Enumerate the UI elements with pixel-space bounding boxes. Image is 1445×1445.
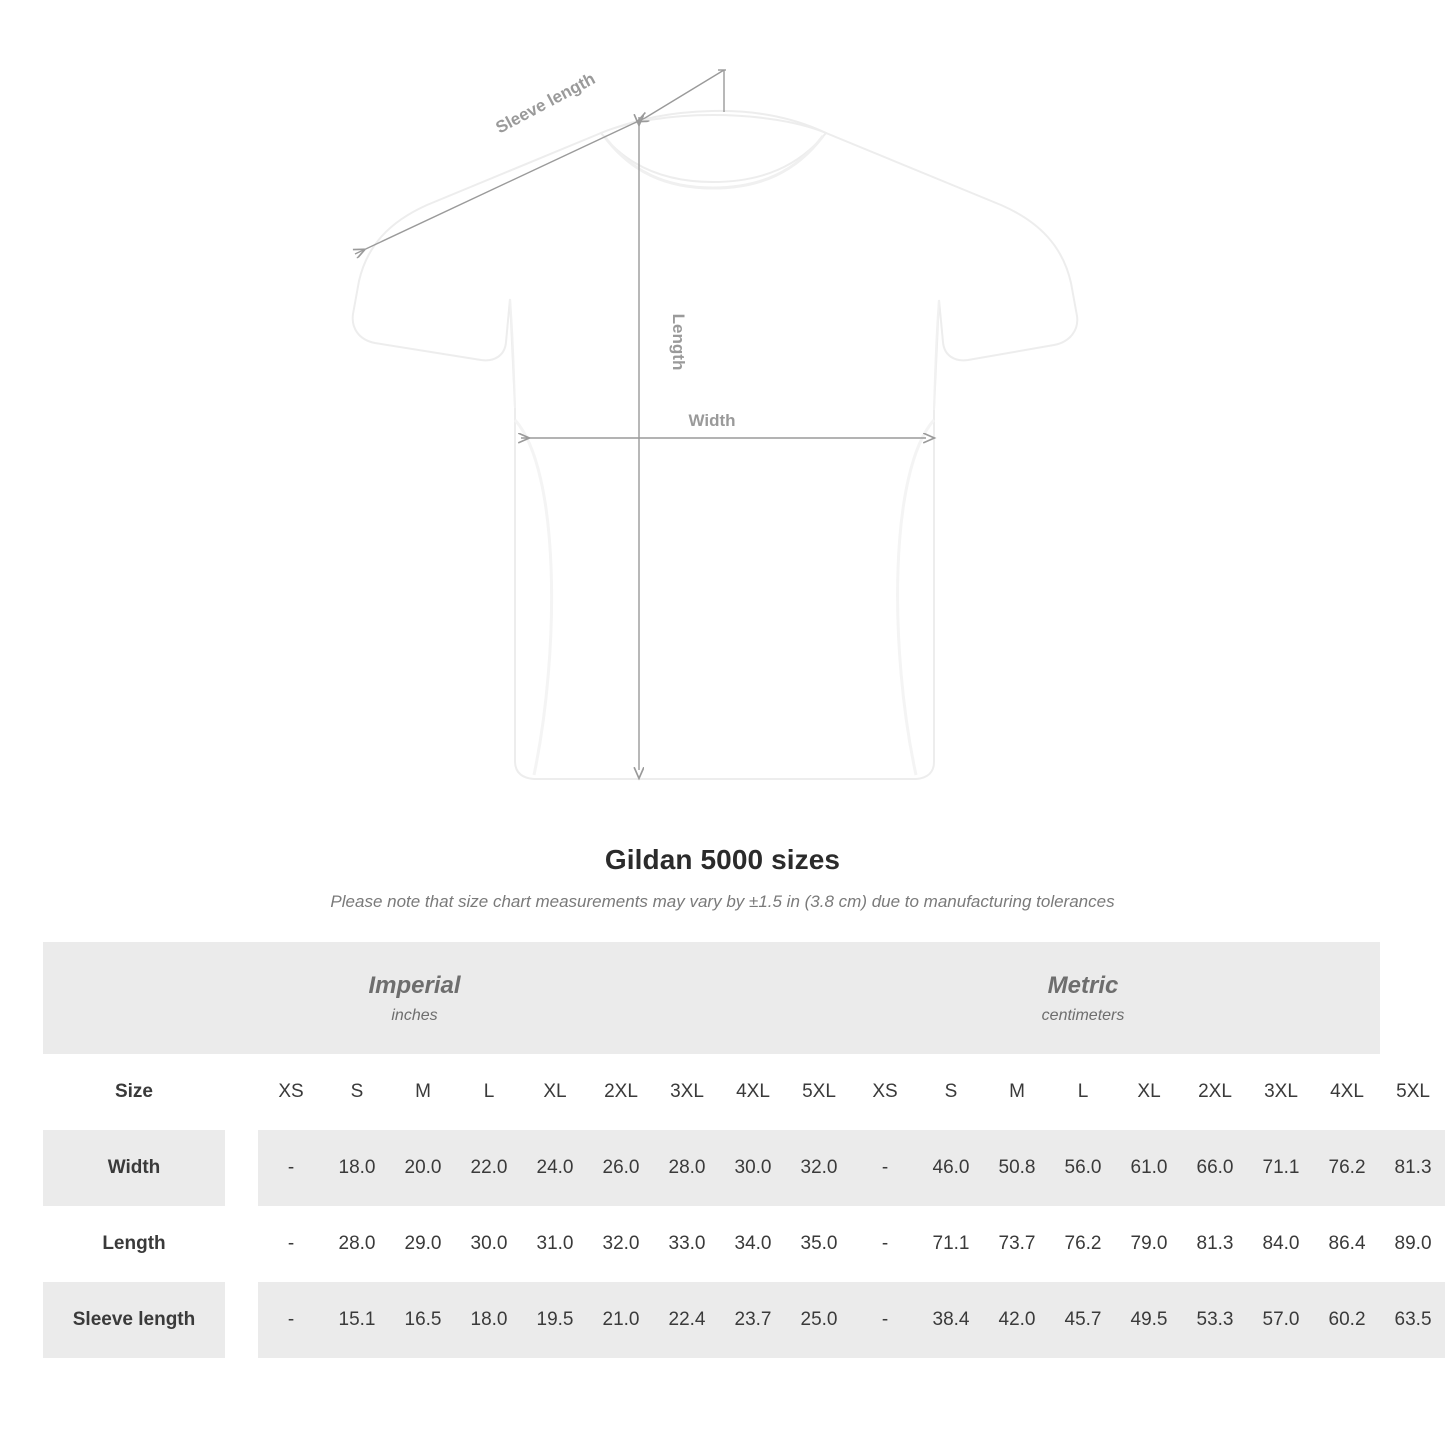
cell: - <box>258 1282 324 1358</box>
cell: 57.0 <box>1248 1282 1314 1358</box>
column-spacer <box>225 1054 258 1130</box>
size-header-metric-s: S <box>918 1054 984 1130</box>
size-header-metric-2xl: 2XL <box>1182 1054 1248 1130</box>
cell: 23.7 <box>720 1282 786 1358</box>
cell: 20.0 <box>390 1130 456 1206</box>
cell: 22.4 <box>654 1282 720 1358</box>
size-header-metric-xs: XS <box>852 1054 918 1130</box>
cell: 31.0 <box>522 1206 588 1282</box>
cell: 16.5 <box>390 1282 456 1358</box>
size-table-wrap <box>43 942 1432 1358</box>
table-header-row <box>43 1054 1445 1130</box>
cell: 71.1 <box>918 1206 984 1282</box>
size-header-metric-l: L <box>1050 1054 1116 1130</box>
size-table <box>43 942 1445 1358</box>
cell: 86.4 <box>1314 1206 1380 1282</box>
size-header-metric-xl: XL <box>1116 1054 1182 1130</box>
unit-group-imperial-name: Imperial <box>368 972 461 999</box>
size-header-imperial-xs: XS <box>258 1054 324 1130</box>
size-header-metric-5xl: 5XL <box>1380 1054 1445 1130</box>
cell: 35.0 <box>786 1206 852 1282</box>
cell: 66.0 <box>1182 1130 1248 1206</box>
unit-header-row <box>43 942 1445 1054</box>
column-spacer <box>225 1282 258 1358</box>
size-header-metric-4xl: 4XL <box>1314 1054 1380 1130</box>
unit-group-metric-sub: centimeters <box>1041 1007 1125 1024</box>
row-label-width: Width <box>43 1130 225 1206</box>
cell: - <box>258 1206 324 1282</box>
cell: 30.0 <box>456 1206 522 1282</box>
unit-group-metric <box>786 942 1380 1054</box>
cell: 76.2 <box>1314 1130 1380 1206</box>
row-label-length: Length <box>43 1206 225 1282</box>
size-header-metric-m: M <box>984 1054 1050 1130</box>
cell: 73.7 <box>984 1206 1050 1282</box>
cell: - <box>258 1130 324 1206</box>
cell: 34.0 <box>720 1206 786 1282</box>
cell: 26.0 <box>588 1130 654 1206</box>
tolerance-note: Please note that size chart measurements may vary by ±1.5 in (3.8 cm) due to manufacturing tolerances <box>330 892 1115 911</box>
column-spacer <box>225 1130 258 1206</box>
title-block <box>0 844 1445 912</box>
row-label-sleeve-length: Sleeve length <box>43 1282 225 1358</box>
cell: 60.2 <box>1314 1282 1380 1358</box>
cell: 21.0 <box>588 1282 654 1358</box>
cell: 84.0 <box>1248 1206 1314 1282</box>
cell: 22.0 <box>456 1130 522 1206</box>
cell: 89.0 <box>1380 1206 1445 1282</box>
table-row <box>43 1206 1445 1282</box>
cell: 33.0 <box>654 1206 720 1282</box>
cell: 81.3 <box>1380 1130 1445 1206</box>
unit-group-imperial <box>43 942 786 1054</box>
length-label: Length <box>669 313 688 371</box>
sleeve-length-label: Sleeve length <box>492 69 599 138</box>
cell: - <box>852 1206 918 1282</box>
size-header-imperial-3xl: 3XL <box>654 1054 720 1130</box>
tshirt-shape <box>353 111 1078 779</box>
size-header-imperial-m: M <box>390 1054 456 1130</box>
size-header-imperial-s: S <box>324 1054 390 1130</box>
size-header-metric-3xl: 3XL <box>1248 1054 1314 1130</box>
cell: 71.1 <box>1248 1130 1314 1206</box>
cell: 19.5 <box>522 1282 588 1358</box>
size-header-imperial-xl: XL <box>522 1054 588 1130</box>
cell: 38.4 <box>918 1282 984 1358</box>
size-header-imperial-2xl: 2XL <box>588 1054 654 1130</box>
cell: 61.0 <box>1116 1130 1182 1206</box>
cell: 49.5 <box>1116 1282 1182 1358</box>
cell: 32.0 <box>786 1130 852 1206</box>
cell: 18.0 <box>456 1282 522 1358</box>
cell: 56.0 <box>1050 1130 1116 1206</box>
cell: 18.0 <box>324 1130 390 1206</box>
cell: 45.7 <box>1050 1282 1116 1358</box>
size-header-imperial-5xl: 5XL <box>786 1054 852 1130</box>
cell: 24.0 <box>522 1130 588 1206</box>
cell: 79.0 <box>1116 1206 1182 1282</box>
size-header: Size <box>43 1054 225 1130</box>
cell: 28.0 <box>654 1130 720 1206</box>
cell: 63.5 <box>1380 1282 1445 1358</box>
cell: 15.1 <box>324 1282 390 1358</box>
table-row <box>43 1130 1445 1206</box>
page-title: Gildan 5000 sizes <box>604 844 841 875</box>
column-spacer <box>225 1206 258 1282</box>
cell: - <box>852 1282 918 1358</box>
width-label: Width <box>688 411 736 430</box>
cell: 46.0 <box>918 1130 984 1206</box>
cell: 76.2 <box>1050 1206 1116 1282</box>
cell: 28.0 <box>324 1206 390 1282</box>
cell: 42.0 <box>984 1282 1050 1358</box>
unit-group-metric-name: Metric <box>1047 972 1119 999</box>
cell: 25.0 <box>786 1282 852 1358</box>
cell: 81.3 <box>1182 1206 1248 1282</box>
table-row <box>43 1282 1445 1358</box>
size-header-imperial-4xl: 4XL <box>720 1054 786 1130</box>
cell: 50.8 <box>984 1130 1050 1206</box>
cell: - <box>852 1130 918 1206</box>
unit-group-imperial-sub: inches <box>391 1007 438 1024</box>
cell: 32.0 <box>588 1206 654 1282</box>
cell: 53.3 <box>1182 1282 1248 1358</box>
cell: 30.0 <box>720 1130 786 1206</box>
cell: 29.0 <box>390 1206 456 1282</box>
size-header-imperial-l: L <box>456 1054 522 1130</box>
